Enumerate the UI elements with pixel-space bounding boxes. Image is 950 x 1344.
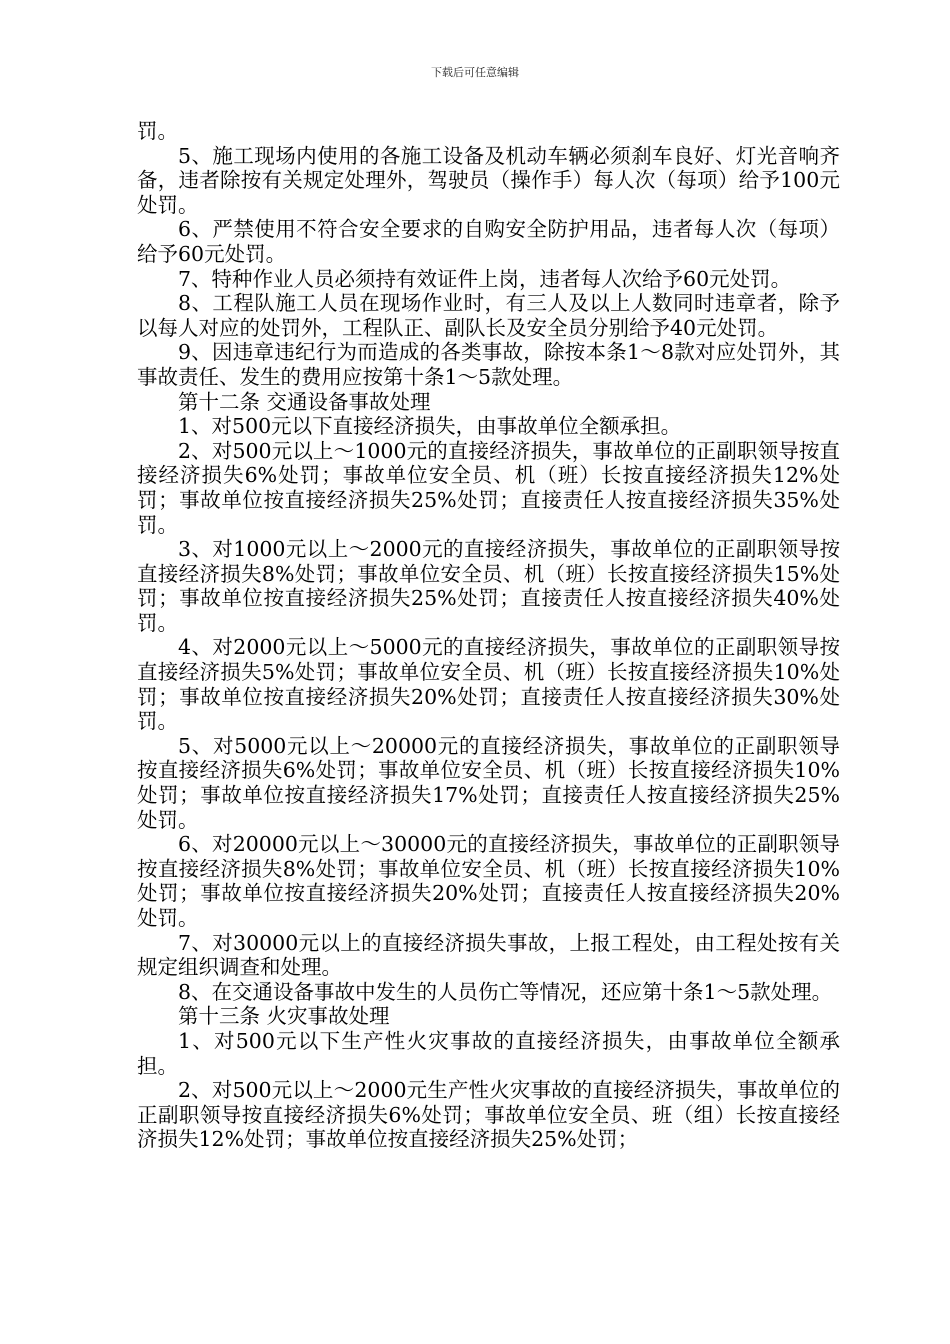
paragraph: 5、施工现场内使用的各施工设备及机动车辆必须刹车良好、灯光音响齐备，违者除按有关规定处理外，驾驶员（操作手）每人次（每项）给予100元处罚。	[137, 143, 840, 217]
section-heading: 第十三条 火灾事故处理	[178, 1004, 390, 1029]
paragraph: 3、对1000元以上～2000元的直接经济损失，事故单位的正副职领导按直接经济损失8%处罚；事故单位安全员、机（班）长按直接经济损失15%处罚；事故单位按直接经济损失25%处罚；直接责任人按直接经济损失40%处罚。	[137, 537, 840, 635]
paragraph: 5、对5000元以上～20000元的直接经济损失，事故单位的正副职领导按直接经济损失6%处罚；事故单位安全员、机（班）长按直接经济损失10%处罚；事故单位按直接经济损失17%处罚；直接责任人按直接经济损失25%处罚。	[137, 733, 840, 832]
paragraph: 8、工程队施工人员在现场作业时，有三人及以上人数同时违章者，除予以每人对应的处罚外，工程队正、副队长及安全员分别给予40元处罚。	[137, 291, 840, 340]
paragraph: 6、严禁使用不符合安全要求的自购安全防护用品，违者每人次（每项）给予60元处罚。	[137, 217, 840, 266]
section-heading: 第十二条 交通设备事故处理	[178, 389, 431, 414]
paragraph: 2、对500元以上～1000元的直接经济损失，事故单位的正副职领导按直接经济损失6%处罚；事故单位安全员、机（班）长按直接经济损失12%处罚；事故单位按直接经济损失25%处罚；直接责任人按直接经济损失35%处罚。	[137, 438, 840, 537]
paragraph: 9、因违章违纪行为而造成的各类事故，除按本条1～8款对应处罚外，其事故责任、发生的费用应按第十条1～5款处理。	[137, 340, 840, 389]
document-body	[137, 119, 840, 1152]
paragraph: 7、对30000元以上的直接经济损失事故，上报工程处，由工程处按有关规定组织调查和处理。	[137, 930, 840, 980]
paragraph: 6、对20000元以上～30000元的直接经济损失，事故单位的正副职领导按直接经济损失8%处罚；事故单位安全员、机（班）长按直接经济损失10%处罚；事故单位按直接经济损失20%处罚；直接责任人按直接经济损失20%处罚。	[137, 832, 840, 930]
paragraph: 1、对500元以下直接经济损失，由事故单位全额承担。	[178, 414, 682, 439]
paragraph: 1、对500元以下生产性火灾事故的直接经济损失，由事故单位全额承担。	[137, 1028, 840, 1078]
page-header: 下载后可任意编辑	[431, 66, 519, 79]
paragraph: 7、特种作业人员必须持有效证件上岗，违者每人次给予60元处罚。	[178, 266, 792, 291]
paragraph: 罚。	[137, 119, 178, 143]
paragraph: 8、在交通设备事故中发生的人员伤亡等情况，还应第十条1～5款处理。	[178, 979, 833, 1004]
paragraph: 2、对500元以上～2000元生产性火灾事故的直接经济损失，事故单位的正副职领导按直接经济损失6%处罚；事故单位安全员、班（组）长按直接经济损失12%处罚；事故单位按直接经济损失25%处罚；	[137, 1078, 840, 1152]
paragraph: 4、对2000元以上～5000元的直接经济损失，事故单位的正副职领导按直接经济损失5%处罚；事故单位安全员、机（班）长按直接经济损失10%处罚；事故单位按直接经济损失20%处罚；直接责任人按直接经济损失30%处罚。	[137, 635, 840, 734]
